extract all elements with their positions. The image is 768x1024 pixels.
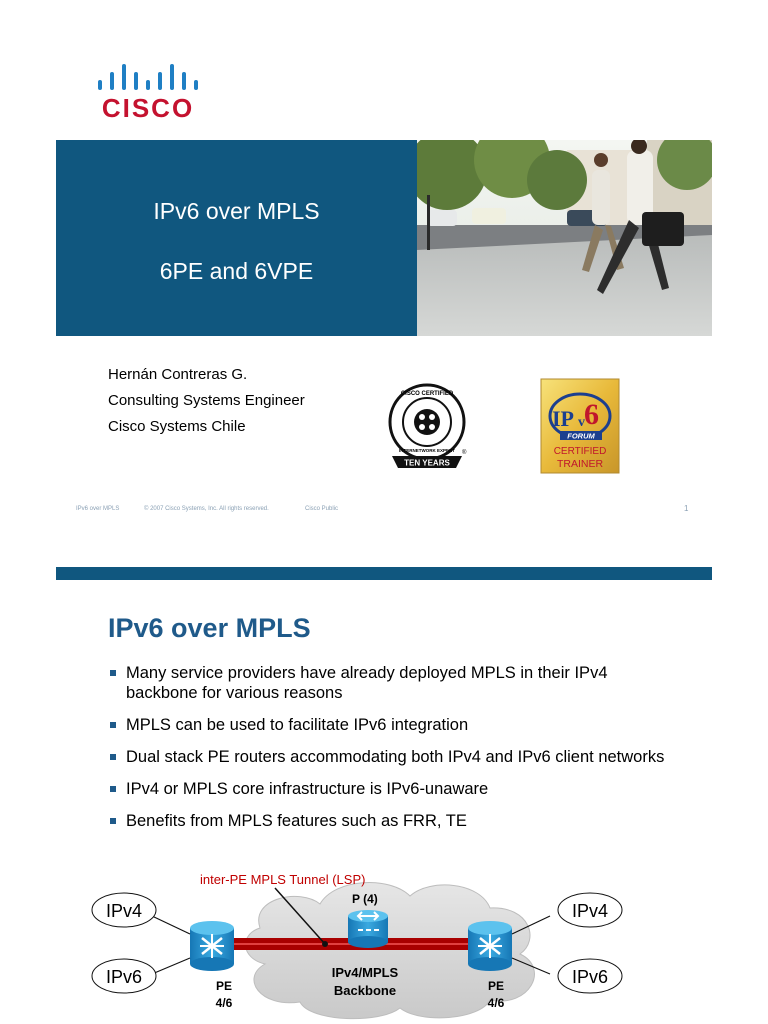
backbone-label-line1: IPv4/MPLS (331, 965, 399, 980)
list-item: MPLS can be used to facilitate IPv6 integration (108, 715, 668, 735)
slide2-top-bar (56, 567, 712, 580)
author-org: Cisco Systems Chile (108, 418, 246, 435)
bullet-square-icon (110, 670, 116, 676)
title-banner (56, 140, 417, 336)
right-ipv4-label: IPv4 (571, 901, 609, 921)
bullet-square-icon (110, 722, 116, 728)
footer-left: IPv6 over MPLS (76, 506, 120, 512)
pe-right-label-line2: 4/6 (487, 996, 505, 1010)
bullet-list (108, 663, 668, 843)
footer-classification: Cisco Public (305, 506, 339, 512)
author-role: Consulting Systems Engineer (108, 392, 305, 409)
left-ipv6-label: IPv6 (105, 967, 143, 987)
list-item: Many service providers have already deployed MPLS in their IPv4 backbone for various reasons (108, 663, 668, 703)
ccie-ten-years-badge (386, 380, 468, 472)
pe-router-left-icon (190, 921, 234, 971)
list-item: Dual stack PE routers accommodating both IPv4 and IPv6 client networks (108, 747, 668, 767)
pe-left-label-line2: 4/6 (215, 996, 233, 1010)
bullet-square-icon (110, 786, 116, 792)
ccie-ring-text: INTERNETWORK EXPERT (398, 448, 456, 453)
slide2-title: IPv6 over MPLS (108, 613, 311, 643)
tunnel-label: inter-PE MPLS Tunnel (LSP) (200, 872, 366, 887)
cisco-wordmark: CISCO (101, 93, 195, 122)
pe-right-label-line1: PE (487, 979, 505, 993)
right-ipv6-label: IPv6 (571, 967, 609, 987)
author-name: Hernán Contreras G. (108, 366, 248, 383)
cisco-logo (96, 62, 200, 122)
list-item: Benefits from MPLS features such as FRR, TE (108, 811, 668, 831)
ccie-top-text: CISCO CERTIFIED (400, 391, 454, 397)
list-item: IPv4 or MPLS core infrastructure is IPv6-unaware (108, 779, 668, 799)
ipv6-forum-forum-text: FORUM (567, 431, 595, 441)
slide-title-line2: 6PE and 6VPE (159, 258, 314, 284)
ipv6-forum-certified-trainer-badge (540, 378, 620, 474)
backbone-label-line2: Backbone (333, 983, 397, 998)
ipv6-forum-ip-text: IP (552, 406, 574, 431)
street-photo (417, 140, 712, 336)
p-router-icon (348, 910, 388, 948)
p-router-label: P (4) (352, 892, 378, 906)
ipv6-forum-v-text: v (578, 415, 585, 430)
ccie-registered-mark: ® (462, 450, 467, 456)
mpls-diagram (60, 868, 740, 1024)
bullet-square-icon (110, 754, 116, 760)
pe-router-right-icon (468, 921, 512, 971)
ccie-banner-text: TEN YEARS (404, 458, 450, 468)
ipv6-forum-six-text: 6 (584, 398, 599, 431)
left-ipv4-label: IPv4 (105, 901, 143, 921)
certified-text: CERTIFIED (553, 446, 607, 457)
footer-copyright: © 2007 Cisco Systems, Inc. All rights reserved. (144, 506, 269, 512)
bullet-square-icon (110, 818, 116, 824)
slide-title-line1: IPv6 over MPLS (153, 198, 320, 224)
footer-page-number: 1 (684, 504, 689, 513)
pe-left-label-line1: PE (215, 979, 233, 993)
trainer-text: TRAINER (556, 458, 604, 470)
